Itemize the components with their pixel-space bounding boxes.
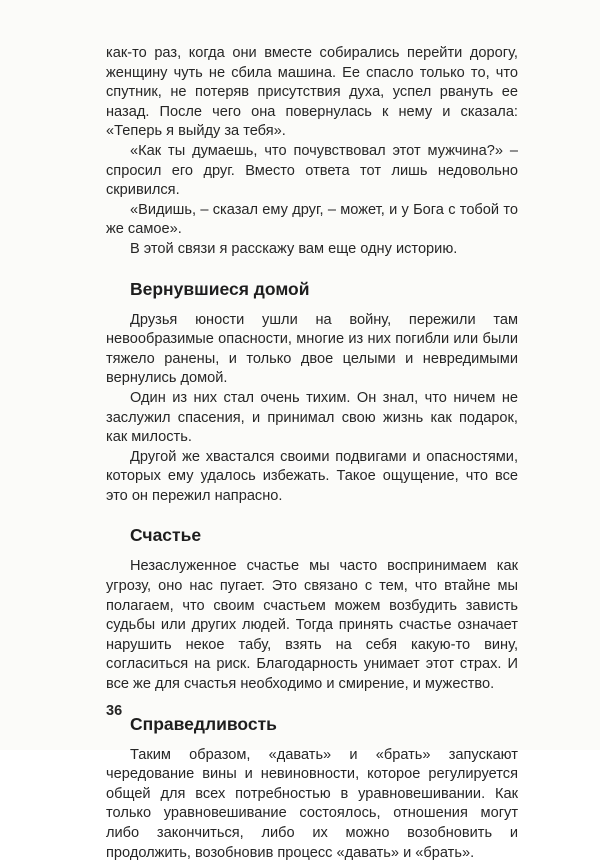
section-2-paragraph-1: Незаслуженное счастье мы часто воспринимаем как угрозу, оно нас пугает. Это связано с тем, что втайне мы полагаем, что своим счастьем можем возбудить зависть судьбы или других людей. Тогда принять счастье означает нарушить некое табу, взять на себя какую-то вину, согласиться на риск. Благодарность унимает этот страх. И все же для счастья необходимо и смирение, и мужество. — [106, 558, 518, 693]
section-1-paragraph-1: Друзья юности ушли на войну, пережили там невообразимые опасности, многие из них погибли или были тяжело ранены, и только двое целыми и невредимыми вернулись домой. — [106, 311, 518, 387]
section-title-justice: Справедливость — [130, 713, 277, 734]
page-text — [106, 44, 518, 863]
section-3-paragraph-1: Таким образом, «давать» и «брать» запускают чередование вины и невиновности, которое регулируется общей для всех потребностью в уравновешивании. Как только уравновешивание состоялось, отношения могут либо закончиться, либо их можно возобновить и продолжить, возобновив процесс «давать» и «брать». — [106, 746, 518, 861]
intro-paragraph-4: В этой связи я расскажу вам еще одну историю. — [130, 240, 458, 257]
intro-paragraph-2: «Как ты думаешь, что почувствовал этот мужчина?» – спросил его друг. Вместо ответа тот лишь недовольно скривился. — [106, 142, 518, 199]
section-title-returned-home: Вернувшиеся домой — [130, 278, 310, 299]
section-1-paragraph-2: Один из них стал очень тихим. Он знал, что ничем не заслужил спасения, и принимал свою жизнь как подарок, как милость. — [106, 389, 518, 446]
intro-paragraph-1: как-то раз, когда они вместе собирались перейти дорогу, женщину чуть не сбила машина. Ее спасло только то, что спутник, не потеряв присутствия духа, успел рвануть ее назад. После чего она повернулась к нему и сказала: «Теперь я выйду за тебя». — [106, 45, 518, 140]
section-title-happiness: Счастье — [130, 525, 202, 546]
page-number: 36 — [106, 703, 123, 719]
section-1-paragraph-3: Другой же хвастался своими подвигами и опасностями, которых ему удалось избежать. Такое ощущение, что все это он пережил напрасно. — [106, 448, 518, 504]
intro-paragraph-3: «Видишь, – сказал ему друг, – может, и у Бога с тобой то же самое». — [106, 201, 518, 238]
